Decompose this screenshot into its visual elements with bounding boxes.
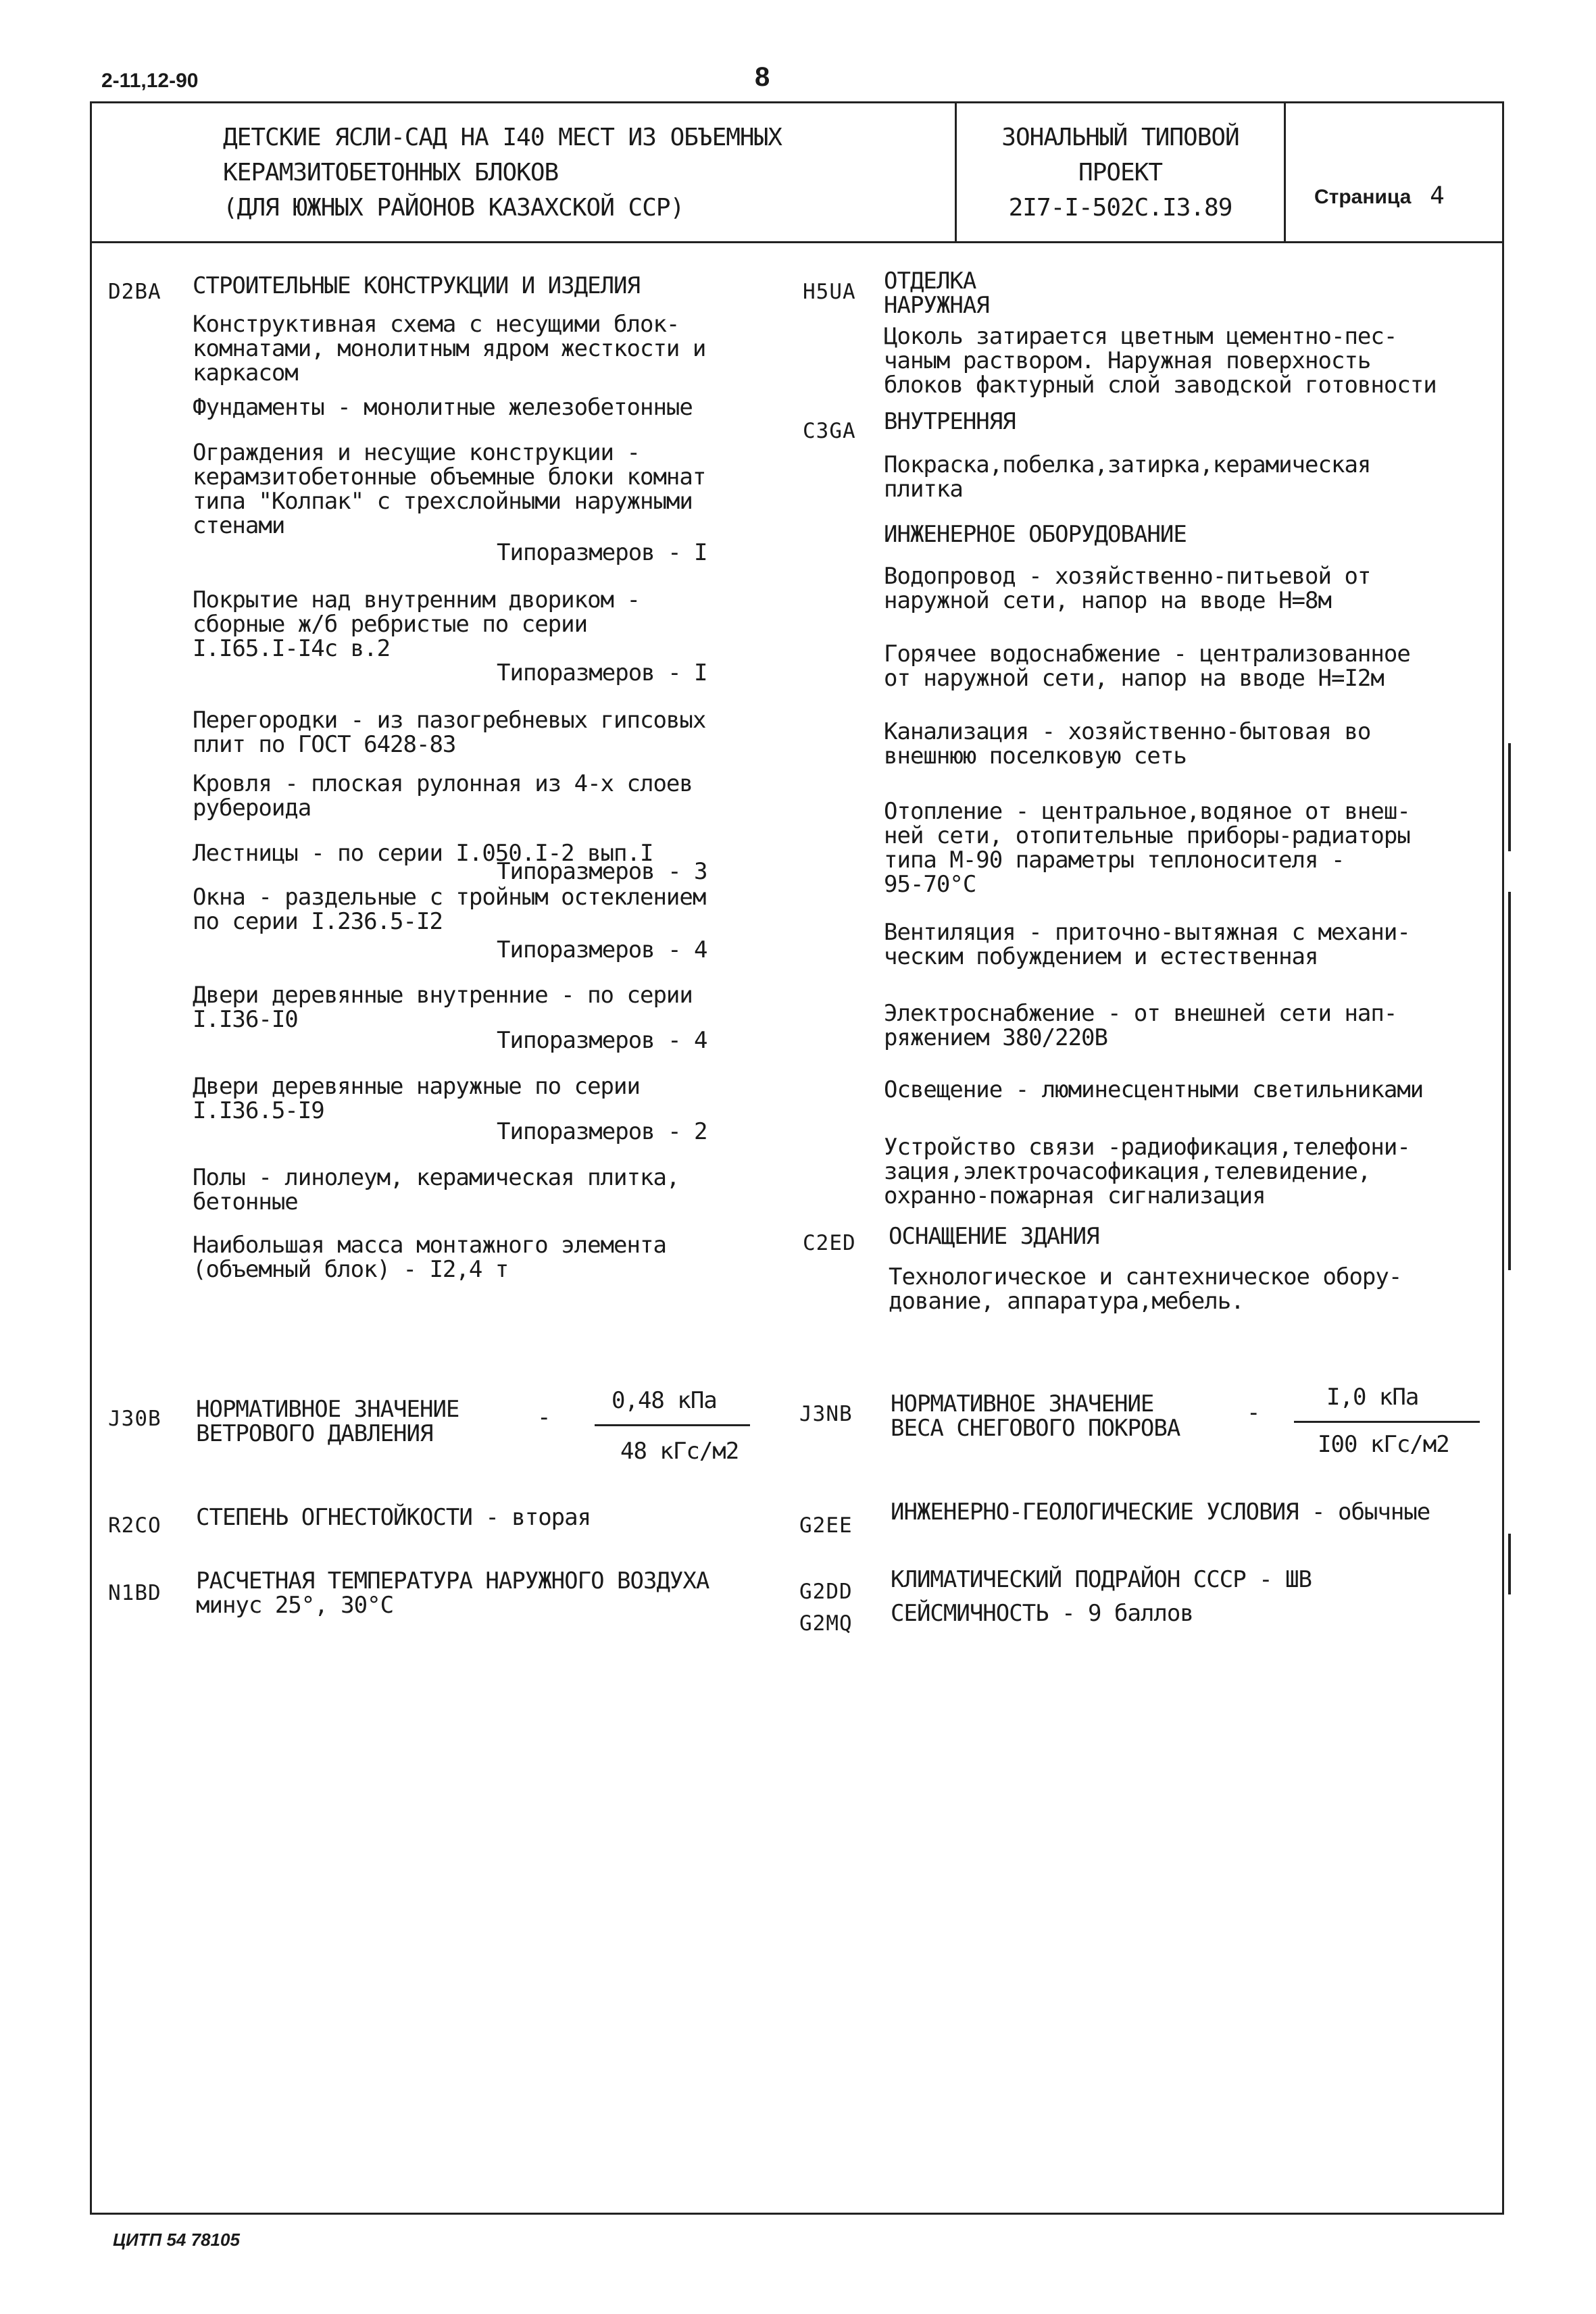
climate-subregion: КЛИМАТИЧЕСКИЙ ПОДРАЙОН СССР - ШВ xyxy=(891,1566,1312,1593)
wind-value-kpa: 0,48 кПа xyxy=(612,1387,717,1414)
equipment-item: Вентиляция - приточно-вытяжная с механи- ческим побуждением и естественная xyxy=(884,919,1410,970)
scan-margin-line xyxy=(1508,1534,1511,1594)
section-heading-outfit: ОСНАЩЕНИЕ ЗДАНИЯ xyxy=(889,1223,1099,1250)
code-g2mq: G2MQ xyxy=(799,1611,853,1636)
outfit-text: Технологическое и сантехническое обору- дование, аппаратура,мебель. xyxy=(889,1263,1402,1315)
design-temperature: РАСЧЕТНАЯ ТЕМПЕРАТУРА НАРУЖНОГО ВОЗДУХА минус 25°, 30°С xyxy=(196,1567,709,1619)
code-j30b: J30B xyxy=(108,1407,161,1431)
code-c2ed: C2ED xyxy=(803,1231,856,1255)
header-title: ДЕТСКИЕ ЯСЛИ-САД НА I40 МЕСТ ИЗ ОБЪЕМНЫХ КЕРАМЗИТОБЕТОННЫХ БЛОКОВ (ДЛЯ ЮЖНЫХ РАЙОНОВ КАЗАХСКОЙ ССР) xyxy=(223,124,782,222)
structure-item: Кровля - плоская рулонная из 4-х слоев рубероида xyxy=(193,770,693,822)
equipment-item: Горячее водоснабжение - централизованное от наружной сети, напор на вводе Н=I2м xyxy=(884,640,1410,692)
wind-dash: - xyxy=(537,1404,551,1431)
structure-item: Двери деревянные наружные по серии I.I36.5-I9 xyxy=(193,1073,640,1124)
code-j3nb: J3NB xyxy=(799,1402,853,1426)
code-r2co: R2CO xyxy=(108,1513,161,1538)
page-number: 8 xyxy=(755,62,770,92)
equipment-item: Водопровод - хозяйственно-питьевой от наружной сети, напор на вводе Н=8м xyxy=(884,563,1371,614)
project-line-2: ПРОЕКТ xyxy=(1078,159,1163,186)
snow-value-kgs: I00 кГс/м2 xyxy=(1318,1431,1449,1458)
page-field xyxy=(1314,184,1444,209)
wind-value-kgs: 48 кГс/м2 xyxy=(620,1438,739,1465)
structure-item: Перегородки - из пазогребневых гипсовых плит по ГОСТ 6428-83 xyxy=(193,707,706,758)
equipment-item: Устройство связи -радиофикация,телефони- зация,электрочасофикация,телевидение, охранно-пожарная сигнализация xyxy=(884,1134,1410,1209)
section-heading-structures: СТРОИТЕЛЬНЫЕ КОНСТРУКЦИИ И ИЗДЕЛИЯ xyxy=(193,272,640,299)
seismicity: СЕЙСМИЧНОСТЬ - 9 баллов xyxy=(891,1600,1193,1627)
finish-inner-text: Покраска,побелка,затирка,керамическая плитка xyxy=(884,451,1371,503)
fire-resistance: СТЕПЕНЬ ОГНЕСТОЙКОСТИ - вторая xyxy=(196,1504,591,1531)
project-line-1: ЗОНАЛЬНЫЙ ТИПОВОЙ xyxy=(1001,124,1239,151)
snow-value-kpa: I,0 кПа xyxy=(1326,1384,1419,1411)
structure-item: Полы - линолеум, керамическая плитка, бетонные xyxy=(193,1164,680,1215)
finish-outer-text: Цоколь затирается цветным цементно-пес- чаным раствором. Наружная поверхность блоков фактурный слой заводской готовности xyxy=(884,323,1437,399)
wind-fraction-line xyxy=(595,1424,750,1426)
type-sizes: Типоразмеров - I xyxy=(497,539,707,566)
type-sizes: Типоразмеров - 2 xyxy=(497,1118,707,1145)
project-code: 2I7-I-502С.I3.89 xyxy=(1008,194,1232,222)
doc-code: 2-11,12-90 xyxy=(101,70,199,92)
equipment-item: Отопление - центральное,водяное от внеш- ней сети, отопительные приборы-радиаторы типа М-90 параметры теплоносителя - 95-70°С xyxy=(884,798,1410,898)
geo-conditions: ИНЖЕНЕРНО-ГЕОЛОГИЧЕСКИЕ УСЛОВИЯ - обычные xyxy=(891,1499,1430,1526)
structure-item: Окна - раздельные с тройным остеклением по серии I.236.5-I2 xyxy=(193,884,706,935)
code-c3ga: C3GA xyxy=(803,419,856,443)
section-heading-equipment: ИНЖЕНЕРНОЕ ОБОРУДОВАНИЕ xyxy=(884,521,1187,548)
code-h5ua: H5UA xyxy=(803,280,856,304)
equipment-item: Освещение - люминесцентными светильниками xyxy=(884,1076,1424,1103)
page-label: Страница xyxy=(1314,186,1412,208)
code-g2dd: G2DD xyxy=(799,1580,853,1604)
footer-stamp: ЦИТП 54 78105 xyxy=(113,2230,240,2250)
page-value: 4 xyxy=(1430,182,1444,209)
structure-item: Двери деревянные внутренние - по серии I.I36-I0 xyxy=(193,982,693,1033)
snow-dash: - xyxy=(1247,1399,1260,1426)
code-g2ee: G2EE xyxy=(799,1513,853,1538)
snow-fraction-line xyxy=(1294,1421,1480,1423)
structure-item: Покрытие над внутренним двориком - сборные ж/б ребристые по серии I.I65.I-I4с в.2 xyxy=(193,586,640,662)
structure-item: Фундаменты - монолитные железобетонные xyxy=(193,394,693,421)
type-sizes: Типоразмеров - 3 xyxy=(497,858,707,885)
structure-item: Конструктивная схема с несущими блок- комнатами, монолитным ядром жесткости и каркасом xyxy=(193,311,706,386)
header-col-divider-2 xyxy=(1284,101,1286,243)
wind-label: НОРМАТИВНОЕ ЗНАЧЕНИЕ ВЕТРОВОГО ДАВЛЕНИЯ xyxy=(196,1396,459,1447)
type-sizes: Типоразмеров - 4 xyxy=(497,936,707,963)
project-type xyxy=(957,120,1284,226)
header-divider xyxy=(90,241,1504,243)
type-sizes: Типоразмеров - I xyxy=(497,659,707,686)
equipment-item: Электроснабжение - от внешней сети нап- ряжением 380/220В xyxy=(884,1000,1397,1051)
section-heading-inner: ВНУТРЕННЯЯ xyxy=(884,408,1016,435)
scan-margin-line xyxy=(1508,892,1511,1270)
code-d2ba: D2BA xyxy=(108,280,161,304)
section-heading-finish: ОТДЕЛКА НАРУЖНАЯ xyxy=(884,268,989,319)
scan-margin-line xyxy=(1508,743,1511,851)
structure-item: Ограждения и несущие конструкции - керамзитобетонные объемные блоки комнат типа "Колпак" с трехслойными наружными стенами xyxy=(193,439,706,539)
code-n1bd: N1BD xyxy=(108,1581,161,1605)
type-sizes: Типоразмеров - 4 xyxy=(497,1027,707,1054)
snow-label: НОРМАТИВНОЕ ЗНАЧЕНИЕ ВЕСА СНЕГОВОГО ПОКРОВА xyxy=(891,1390,1180,1442)
structure-item: Наибольшая масса монтажного элемента (объемный блок) - I2,4 т xyxy=(193,1232,666,1283)
structure-item: Лестницы - по серии I.050.I-2 вып.I xyxy=(193,840,653,867)
equipment-item: Канализация - хозяйственно-бытовая во внешнюю поселковую сеть xyxy=(884,718,1371,770)
